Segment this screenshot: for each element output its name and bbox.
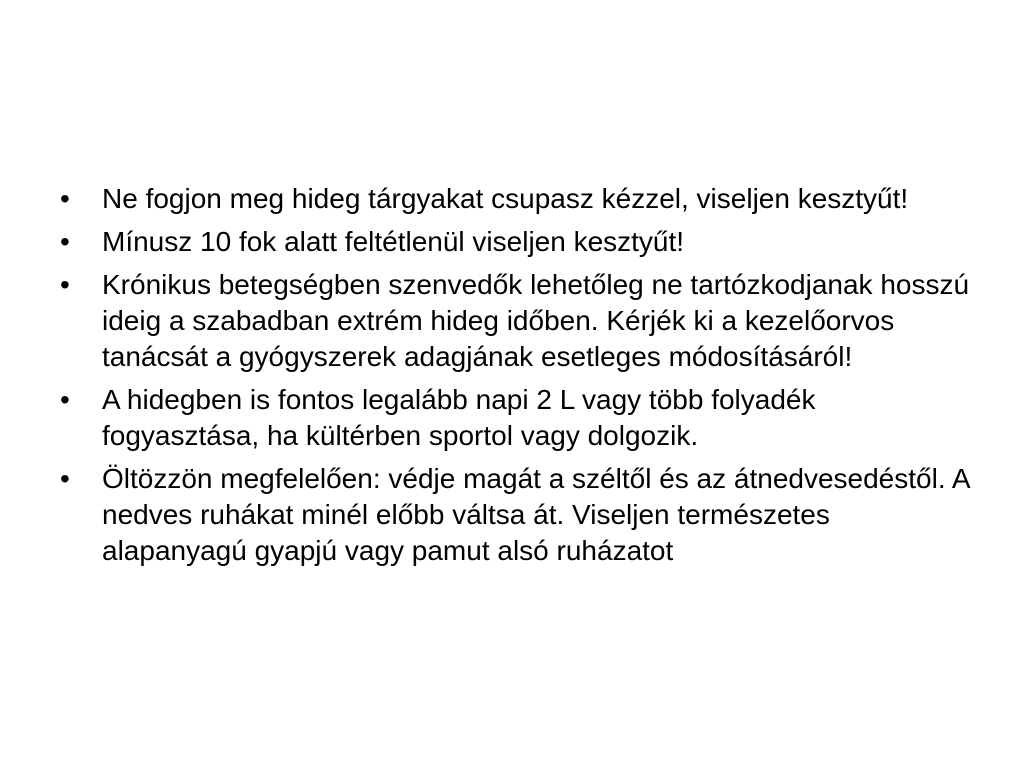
bullet-text: Ne fogjon meg hideg tárgyakat csupasz kézzel, viseljen kesztyűt! (102, 183, 909, 214)
bullet-item-minus-ten (60, 224, 970, 260)
bullet-item-gloves (60, 181, 970, 217)
bullet-text: Öltözzön megfelelően: védje magát a széltől és az átnedvesedéstől. A nedves ruhákat minél előbb váltsa át. Viseljen természetes alapanyagú gyapjú vagy pamut alsó ruházatot (102, 463, 969, 566)
bullet-icon: • (60, 226, 70, 257)
bullet-text: Mínusz 10 fok alatt feltétlenül viseljen kesztyűt! (102, 226, 685, 257)
bullet-item-chronic-illness (60, 267, 970, 375)
bullet-icon: • (60, 384, 70, 415)
bullet-icon: • (60, 183, 70, 214)
bullet-item-hydration (60, 382, 970, 454)
bullet-item-clothing (60, 461, 970, 569)
bullet-list (60, 181, 970, 576)
bullet-icon: • (60, 269, 70, 300)
bullet-text: Krónikus betegségben szenvedők lehetőleg ne tartózkodjanak hosszú ideig a szabadban extrém hideg időben. Kérjék ki a kezelőorvos tanácsát a gyógyszerek adagjának esetleges módosításáról! (102, 269, 970, 372)
bullet-text: A hidegben is fontos legalább napi 2 L vagy több folyadék fogyasztása, ha kültérben sportol vagy dolgozik. (102, 384, 816, 451)
bullet-icon: • (60, 463, 70, 494)
